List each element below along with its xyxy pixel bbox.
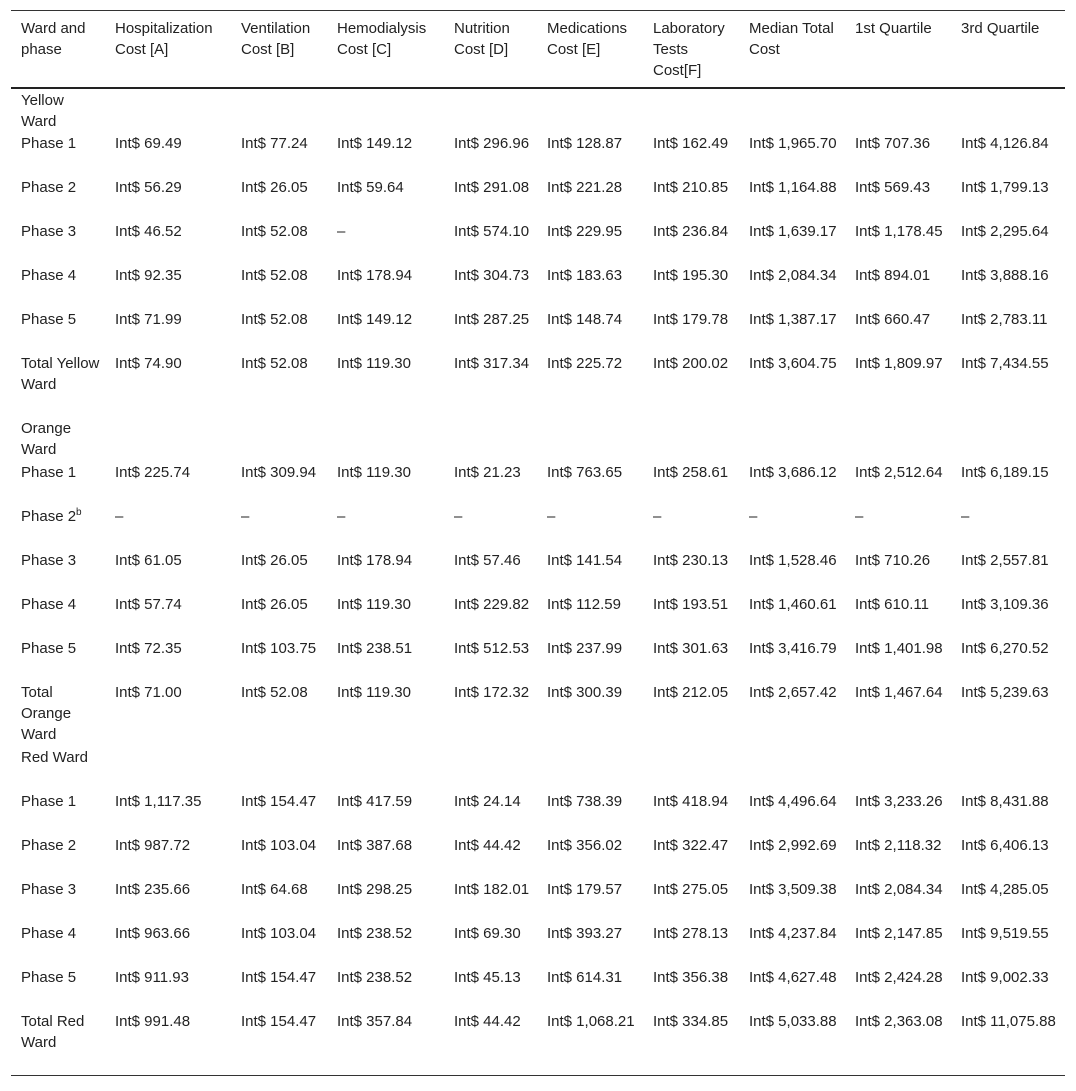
table-cell: Int$ 238.52 xyxy=(337,969,413,986)
table-cell: Int$ 278.13 xyxy=(653,925,729,942)
row-label-text: Phase 2 xyxy=(21,179,77,196)
table-cell: Int$ 6,270.52 xyxy=(961,640,1049,657)
table-cell xyxy=(951,88,1065,132)
row-label xyxy=(11,1010,105,1075)
table-row xyxy=(11,220,1065,264)
row-label-text: Phase 3 xyxy=(21,552,77,569)
column-header: Median Total Cost xyxy=(749,20,834,58)
row-label xyxy=(11,878,105,922)
row-label-text: Phase 1 xyxy=(21,793,77,810)
column-header: Laboratory Tests Cost[F] xyxy=(653,20,725,79)
table-cell: Int$ 660.47 xyxy=(855,311,931,328)
table-cell: Int$ 2,557.81 xyxy=(961,552,1049,569)
table-cell: Int$ 3,509.38 xyxy=(749,881,837,898)
table-cell xyxy=(739,746,845,790)
footnote-marker: b xyxy=(76,507,82,518)
table-cell: Int$ 21.23 xyxy=(454,464,521,481)
table-cell: Int$ 357.84 xyxy=(337,1013,413,1030)
table-header xyxy=(11,11,1065,89)
table-cell: Int$ 52.08 xyxy=(241,684,308,701)
table-cell: Int$ 1,460.61 xyxy=(749,596,837,613)
table-cell: Int$ 710.26 xyxy=(855,552,931,569)
table-cell: Int$ 148.74 xyxy=(547,311,623,328)
table-cell: Int$ 3,888.16 xyxy=(961,267,1049,284)
table-cell xyxy=(231,417,327,461)
table-cell: Int$ 69.49 xyxy=(115,135,182,152)
table-cell: Int$ 154.47 xyxy=(241,1013,317,1030)
table-cell: Int$ 195.30 xyxy=(653,267,729,284)
table-cell xyxy=(105,417,231,461)
table-cell: Int$ 61.05 xyxy=(115,552,182,569)
table-cell: – xyxy=(337,508,346,525)
table-cell: Int$ 56.29 xyxy=(115,179,182,196)
table-cell: Int$ 1,965.70 xyxy=(749,135,837,152)
table-cell: Int$ 26.05 xyxy=(241,596,308,613)
table-cell: Int$ 128.87 xyxy=(547,135,623,152)
table-cell: Int$ 9,519.55 xyxy=(961,925,1049,942)
table-cell: Int$ 301.63 xyxy=(653,640,729,657)
table-cell: Int$ 4,285.05 xyxy=(961,881,1049,898)
table-cell: – xyxy=(961,508,970,525)
table-cell: Int$ 2,512.64 xyxy=(855,464,943,481)
section-header-row xyxy=(11,417,1065,461)
table-cell: – xyxy=(749,508,758,525)
table-cell: Int$ 1,528.46 xyxy=(749,552,837,569)
table-cell: Int$ 225.72 xyxy=(547,355,623,372)
table-cell: Int$ 418.94 xyxy=(653,793,729,810)
table-cell: Int$ 614.31 xyxy=(547,969,623,986)
table-cell: Int$ 2,657.42 xyxy=(749,684,837,701)
table-cell: Int$ 72.35 xyxy=(115,640,182,657)
table-cell: Int$ 238.51 xyxy=(337,640,413,657)
cost-table-container xyxy=(11,10,1065,1076)
table-cell xyxy=(537,88,643,132)
header-row xyxy=(11,11,1065,89)
table-cell xyxy=(231,88,327,132)
table-cell: Int$ 963.66 xyxy=(115,925,191,942)
table-cell: Int$ 275.05 xyxy=(653,881,729,898)
row-label-text: Phase 4 xyxy=(21,267,77,284)
table-cell: Int$ 3,686.12 xyxy=(749,464,837,481)
row-label xyxy=(11,790,105,834)
table-cell: Int$ 574.10 xyxy=(454,223,530,240)
table-cell: Int$ 296.96 xyxy=(454,135,530,152)
table-cell xyxy=(105,88,231,132)
table-cell: Int$ 2,363.08 xyxy=(855,1013,943,1030)
table-row xyxy=(11,308,1065,352)
row-label xyxy=(11,461,105,505)
table-cell: Int$ 5,239.63 xyxy=(961,684,1049,701)
table-cell: Int$ 1,164.88 xyxy=(749,179,837,196)
table-cell: Int$ 200.02 xyxy=(653,355,729,372)
table-cell: Int$ 1,387.17 xyxy=(749,311,837,328)
table-cell xyxy=(739,88,845,132)
table-cell: Int$ 69.30 xyxy=(454,925,521,942)
row-label xyxy=(11,593,105,637)
table-cell: Int$ 5,033.88 xyxy=(749,1013,837,1030)
table-cell: Int$ 212.05 xyxy=(653,684,729,701)
row-label-text: Phase 5 xyxy=(21,311,77,328)
table-cell: Int$ 193.51 xyxy=(653,596,729,613)
table-cell: Int$ 179.78 xyxy=(653,311,729,328)
table-cell: Int$ 230.13 xyxy=(653,552,729,569)
table-cell: Int$ 2,295.64 xyxy=(961,223,1049,240)
row-label xyxy=(11,681,105,746)
table-cell: Int$ 183.63 xyxy=(547,267,623,284)
row-label-text: Phase 2 xyxy=(21,508,77,525)
total-row xyxy=(11,1010,1065,1075)
table-cell: Int$ 3,233.26 xyxy=(855,793,943,810)
table-cell: – xyxy=(454,508,463,525)
row-label-text: Phase 1 xyxy=(21,135,77,152)
table-cell: Int$ 707.36 xyxy=(855,135,931,152)
row-label-text: Total Orange Ward xyxy=(21,684,72,743)
table-cell xyxy=(327,746,444,790)
table-cell: Int$ 2,084.34 xyxy=(749,267,837,284)
table-cell: Int$ 2,992.69 xyxy=(749,837,837,854)
table-cell: Int$ 1,401.98 xyxy=(855,640,943,657)
row-label xyxy=(11,352,105,417)
column-header: Ventilation Cost [B] xyxy=(241,20,311,58)
table-cell: Int$ 356.02 xyxy=(547,837,623,854)
row-label xyxy=(11,637,105,681)
table-cell: Int$ 334.85 xyxy=(653,1013,729,1030)
table-cell: Int$ 738.39 xyxy=(547,793,623,810)
table-cell: Int$ 1,639.17 xyxy=(749,223,837,240)
table-cell: Int$ 11,075.88 xyxy=(961,1013,1056,1030)
table-cell: Int$ 77.24 xyxy=(241,135,308,152)
column-header: Medications Cost [E] xyxy=(547,20,628,58)
row-label xyxy=(11,922,105,966)
table-cell: Int$ 8,431.88 xyxy=(961,793,1049,810)
table-cell: Int$ 178.94 xyxy=(337,552,413,569)
table-cell: Int$ 4,627.48 xyxy=(749,969,837,986)
table-cell: Int$ 4,496.64 xyxy=(749,793,837,810)
table-cell: Int$ 103.04 xyxy=(241,837,317,854)
column-header: Hospitalization Cost [A] xyxy=(115,20,213,58)
row-label-text: Yellow Ward xyxy=(21,92,64,130)
table-cell: Int$ 26.05 xyxy=(241,179,308,196)
row-label-text: Phase 5 xyxy=(21,969,77,986)
table-cell xyxy=(105,746,231,790)
table-cell: Int$ 52.08 xyxy=(241,355,308,372)
table-row xyxy=(11,549,1065,593)
table-cell: – xyxy=(337,223,346,240)
column-header: 1st Quartile xyxy=(855,20,932,37)
row-label-text: Phase 4 xyxy=(21,925,77,942)
table-row xyxy=(11,505,1065,549)
table-cell: Int$ 71.99 xyxy=(115,311,182,328)
table-cell: Int$ 894.01 xyxy=(855,267,931,284)
table-cell: Int$ 141.54 xyxy=(547,552,623,569)
table-cell: Int$ 1,467.64 xyxy=(855,684,943,701)
row-label-text: Phase 5 xyxy=(21,640,77,657)
row-label xyxy=(11,549,105,593)
row-label-text: Red Ward xyxy=(21,749,88,766)
table-cell: Int$ 4,237.84 xyxy=(749,925,837,942)
table-cell: Int$ 112.59 xyxy=(547,596,621,613)
table-cell xyxy=(845,88,951,132)
table-cell: Int$ 610.11 xyxy=(855,596,929,613)
table-cell: Int$ 26.05 xyxy=(241,552,308,569)
table-cell: Int$ 4,126.84 xyxy=(961,135,1049,152)
table-cell: Int$ 119.30 xyxy=(337,464,411,481)
table-row xyxy=(11,922,1065,966)
table-cell: Int$ 149.12 xyxy=(337,135,413,152)
table-cell: Int$ 9,002.33 xyxy=(961,969,1049,986)
row-label xyxy=(11,264,105,308)
table-cell: Int$ 52.08 xyxy=(241,223,308,240)
table-cell: Int$ 154.47 xyxy=(241,969,317,986)
table-cell xyxy=(845,417,951,461)
table-cell: Int$ 417.59 xyxy=(337,793,413,810)
table-cell: Int$ 149.12 xyxy=(337,311,413,328)
table-cell: Int$ 119.30 xyxy=(337,355,411,372)
table-cell: – xyxy=(653,508,662,525)
table-cell xyxy=(845,746,951,790)
table-cell: Int$ 119.30 xyxy=(337,684,411,701)
table-cell: Int$ 309.94 xyxy=(241,464,317,481)
table-cell: – xyxy=(855,508,864,525)
table-cell: Int$ 2,147.85 xyxy=(855,925,943,942)
section-header-row xyxy=(11,88,1065,132)
column-header: Ward and phase xyxy=(21,20,86,58)
table-cell: Int$ 221.28 xyxy=(547,179,623,196)
cost-table xyxy=(11,10,1065,1076)
row-label-text: Phase 2 xyxy=(21,837,77,854)
table-cell: Int$ 154.47 xyxy=(241,793,317,810)
table-cell: Int$ 3,604.75 xyxy=(749,355,837,372)
table-cell: Int$ 71.00 xyxy=(115,684,182,701)
table-cell: Int$ 45.13 xyxy=(454,969,521,986)
row-label xyxy=(11,746,105,790)
table-cell xyxy=(537,746,643,790)
table-row xyxy=(11,461,1065,505)
row-label xyxy=(11,505,105,549)
table-cell: Int$ 1,809.97 xyxy=(855,355,943,372)
row-label-text: Total Yellow Ward xyxy=(21,355,100,393)
table-cell: Int$ 178.94 xyxy=(337,267,413,284)
table-cell xyxy=(537,417,643,461)
table-cell: Int$ 258.61 xyxy=(653,464,729,481)
row-label xyxy=(11,966,105,1010)
table-cell: Int$ 287.25 xyxy=(454,311,530,328)
table-cell: Int$ 987.72 xyxy=(115,837,191,854)
table-cell: Int$ 229.82 xyxy=(454,596,530,613)
row-label xyxy=(11,834,105,878)
table-cell xyxy=(739,417,845,461)
row-label-text: Phase 1 xyxy=(21,464,77,481)
table-cell xyxy=(951,746,1065,790)
table-cell: Int$ 57.74 xyxy=(115,596,182,613)
table-cell: Int$ 172.32 xyxy=(454,684,530,701)
table-cell: Int$ 52.08 xyxy=(241,267,308,284)
table-cell: Int$ 991.48 xyxy=(115,1013,191,1030)
table-cell: Int$ 2,084.34 xyxy=(855,881,943,898)
table-cell: Int$ 512.53 xyxy=(454,640,530,657)
row-label-text: Phase 3 xyxy=(21,223,77,240)
table-row xyxy=(11,834,1065,878)
table-cell: Int$ 64.68 xyxy=(241,881,308,898)
table-cell xyxy=(643,88,739,132)
table-cell: Int$ 1,117.35 xyxy=(115,793,202,810)
table-cell xyxy=(444,746,537,790)
table-row xyxy=(11,176,1065,220)
total-row xyxy=(11,681,1065,746)
table-cell: Int$ 74.90 xyxy=(115,355,182,372)
table-cell xyxy=(444,417,537,461)
table-row xyxy=(11,878,1065,922)
table-cell: – xyxy=(241,508,250,525)
table-cell: Int$ 1,178.45 xyxy=(855,223,943,240)
table-cell: Int$ 1,799.13 xyxy=(961,179,1049,196)
table-cell: Int$ 300.39 xyxy=(547,684,623,701)
table-cell: Int$ 238.52 xyxy=(337,925,413,942)
table-cell: Int$ 387.68 xyxy=(337,837,413,854)
row-label xyxy=(11,220,105,264)
table-cell: Int$ 236.84 xyxy=(653,223,729,240)
table-cell: Int$ 317.34 xyxy=(454,355,530,372)
table-cell: Int$ 179.57 xyxy=(547,881,623,898)
table-row xyxy=(11,264,1065,308)
table-cell: Int$ 911.93 xyxy=(115,969,189,986)
table-cell: Int$ 291.08 xyxy=(454,179,530,196)
table-cell xyxy=(327,88,444,132)
table-row xyxy=(11,966,1065,1010)
table-cell xyxy=(327,417,444,461)
table-cell: Int$ 2,118.32 xyxy=(855,837,942,854)
table-cell xyxy=(231,746,327,790)
row-label-text: Phase 4 xyxy=(21,596,77,613)
table-cell xyxy=(643,417,739,461)
table-row xyxy=(11,637,1065,681)
table-body xyxy=(11,88,1065,1075)
table-cell: Int$ 103.75 xyxy=(241,640,317,657)
table-cell: Int$ 6,406.13 xyxy=(961,837,1049,854)
table-cell: Int$ 235.66 xyxy=(115,881,191,898)
table-cell: Int$ 44.42 xyxy=(454,1013,521,1030)
table-cell: Int$ 92.35 xyxy=(115,267,182,284)
table-cell xyxy=(444,88,537,132)
column-header: Hemodialysis Cost [C] xyxy=(337,20,427,58)
table-cell: Int$ 162.49 xyxy=(653,135,729,152)
row-label xyxy=(11,417,105,461)
table-cell xyxy=(951,417,1065,461)
table-cell: Int$ 6,189.15 xyxy=(961,464,1049,481)
table-cell: Int$ 763.65 xyxy=(547,464,623,481)
section-header-row xyxy=(11,746,1065,790)
row-label xyxy=(11,88,105,132)
table-cell: – xyxy=(547,508,556,525)
table-row xyxy=(11,790,1065,834)
row-label xyxy=(11,176,105,220)
row-label-text: Phase 3 xyxy=(21,881,77,898)
table-cell xyxy=(643,746,739,790)
table-cell: Int$ 210.85 xyxy=(653,179,729,196)
table-cell: Int$ 3,416.79 xyxy=(749,640,837,657)
table-cell: Int$ 57.46 xyxy=(454,552,521,569)
table-cell: Int$ 304.73 xyxy=(454,267,530,284)
table-cell: Int$ 119.30 xyxy=(337,596,411,613)
table-row xyxy=(11,593,1065,637)
table-cell: Int$ 52.08 xyxy=(241,311,308,328)
row-label xyxy=(11,308,105,352)
table-cell: Int$ 2,783.11 xyxy=(961,311,1048,328)
table-cell: Int$ 225.74 xyxy=(115,464,191,481)
table-cell: Int$ 3,109.36 xyxy=(961,596,1049,613)
table-cell: Int$ 2,424.28 xyxy=(855,969,943,986)
table-cell: Int$ 46.52 xyxy=(115,223,182,240)
row-label xyxy=(11,132,105,176)
table-cell: – xyxy=(115,508,124,525)
table-cell: Int$ 298.25 xyxy=(337,881,413,898)
table-cell: Int$ 322.47 xyxy=(653,837,729,854)
table-cell: Int$ 182.01 xyxy=(454,881,530,898)
table-cell: Int$ 356.38 xyxy=(653,969,729,986)
table-row xyxy=(11,132,1065,176)
total-row xyxy=(11,352,1065,417)
table-cell: Int$ 1,068.21 xyxy=(547,1013,635,1030)
table-cell: Int$ 237.99 xyxy=(547,640,623,657)
row-label-text: Total Red Ward xyxy=(21,1013,85,1051)
table-cell: Int$ 44.42 xyxy=(454,837,521,854)
column-header: 3rd Quartile xyxy=(961,20,1040,37)
table-cell: Int$ 229.95 xyxy=(547,223,623,240)
table-cell: Int$ 59.64 xyxy=(337,179,404,196)
column-header: Nutrition Cost [D] xyxy=(454,20,510,58)
row-label-text: Orange Ward xyxy=(21,420,72,458)
table-cell: Int$ 24.14 xyxy=(454,793,521,810)
table-cell: Int$ 569.43 xyxy=(855,179,931,196)
table-cell: Int$ 7,434.55 xyxy=(961,355,1049,372)
table-cell: Int$ 103.04 xyxy=(241,925,317,942)
table-cell: Int$ 393.27 xyxy=(547,925,623,942)
